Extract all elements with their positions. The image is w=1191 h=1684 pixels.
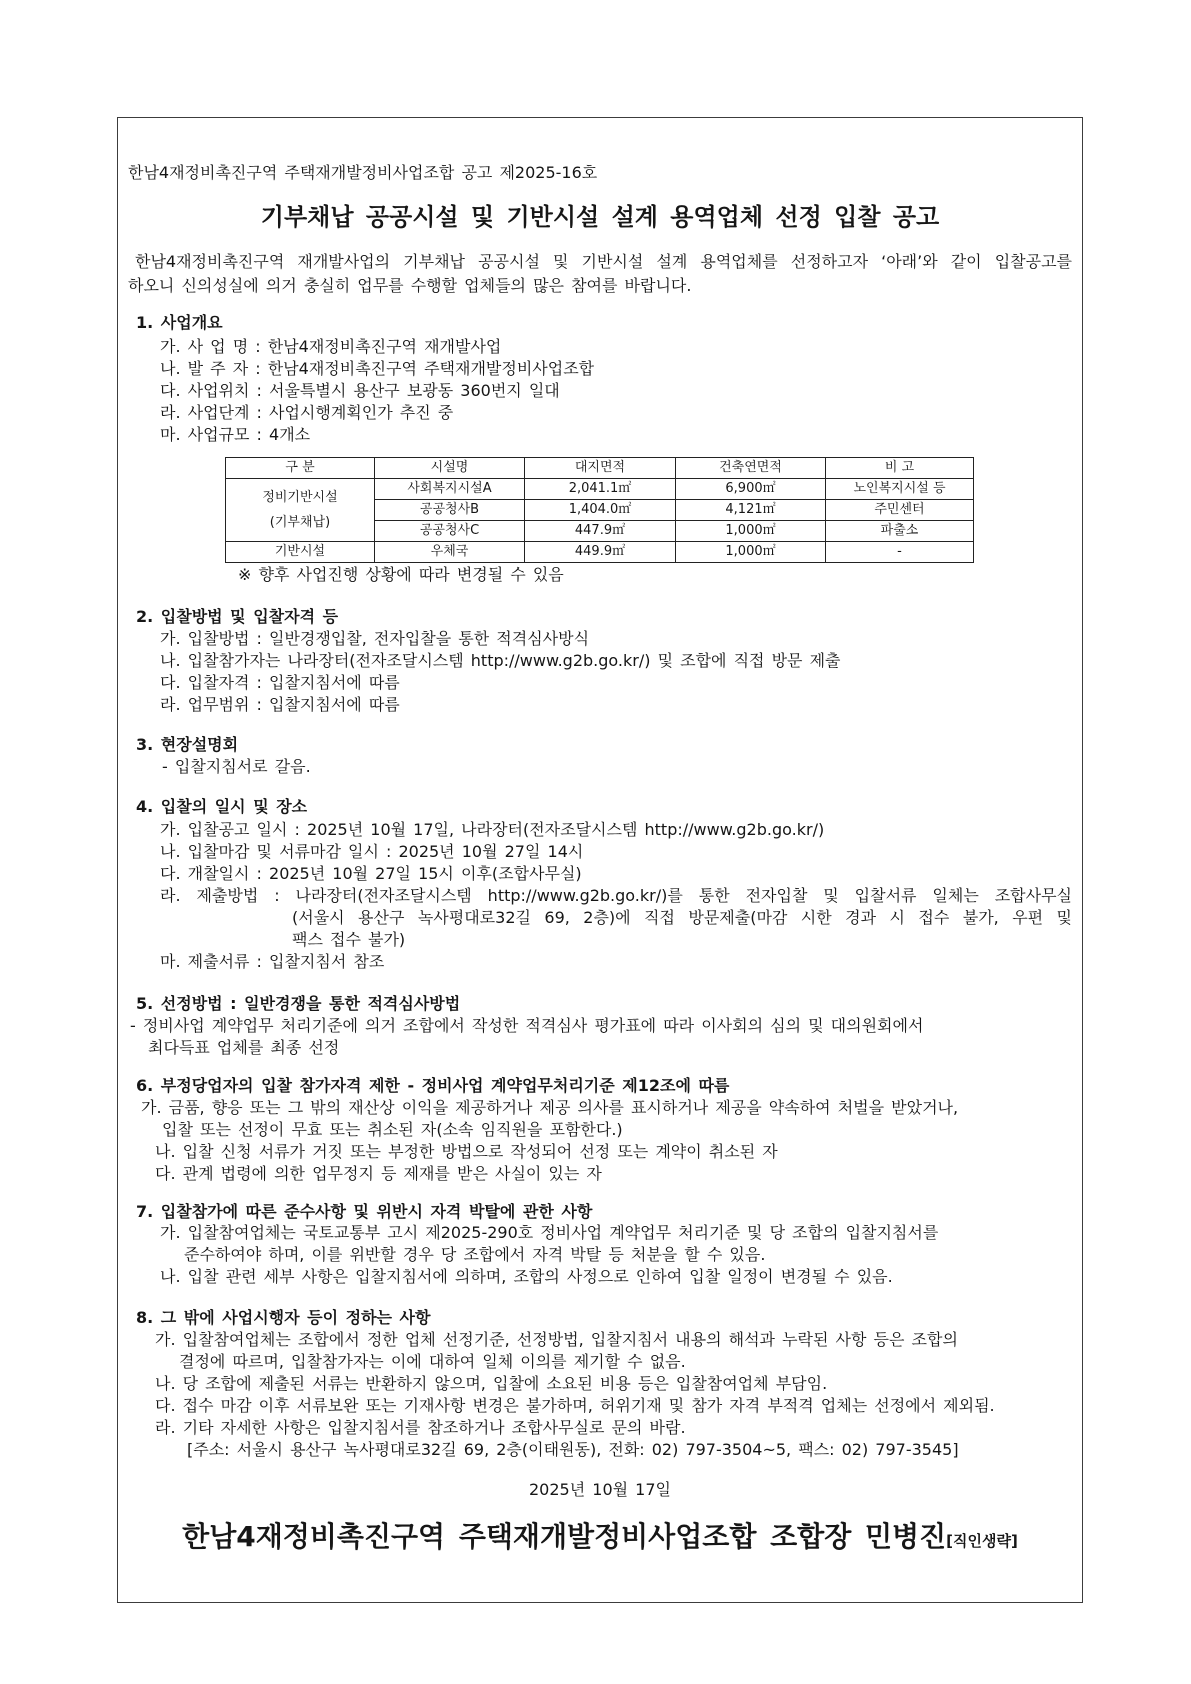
list-item: - 입찰지침서로 갈음. [162,757,311,776]
table-cell: 2,041.1㎡ [525,479,676,500]
table-cell: 6,900㎡ [676,479,826,500]
list-item: 라. 사업단계 : 사업시행계획인가 추진 중 [160,403,454,422]
table-header-cell: 건축연면적 [676,458,826,479]
seal-omitted-note: [직인생략] [946,1532,1018,1550]
list-item: 마. 사업규모 : 4개소 [160,425,311,444]
list-item: 가. 입찰참여업체는 조합에서 정한 업체 선정기준, 선정방법, 입찰지침서 내용의 해석과 누락된 사항 등은 조합의 [155,1330,958,1349]
list-item: 가. 사 업 명 : 한남4재정비촉진구역 재개발사업 [160,337,502,356]
table-cell: 우체국 [375,542,525,563]
issuer-name: 한남4재정비촉진구역 주택재개발정비사업조합 조합장 민병진 [182,1520,947,1553]
table-cell: 공공청사C [375,521,525,542]
list-item-continuation: 준수하여야 하며, 이를 위반할 경우 당 조합에서 자격 박탈 등 처분을 할 수 있음. [184,1245,766,1264]
table-row [226,479,974,500]
table-cell: 파출소 [826,521,974,542]
table-cell: 노인복지시설 등 [826,479,974,500]
list-item: 라. 업무범위 : 입찰지침서에 따름 [160,695,400,714]
list-item: - 정비사업 계약업무 처리기준에 의거 조합에서 작성한 적격심사 평가표에 따라 이사회의 심의 및 대의원회에서 [130,1016,924,1035]
list-item: 가. 입찰참여업체는 국토교통부 고시 제2025-290호 정비사업 계약업무 처리기준 및 당 조합의 입찰지침서를 [160,1223,939,1242]
notice-number: 한남4재정비촉진구역 주택재개발정비사업조합 공고 제2025-16호 [128,163,598,182]
list-item-continuation: 팩스 접수 불가) [292,930,406,949]
list-item: 마. 제출서류 : 입찰지침서 참조 [160,952,385,971]
table-header-cell: 시설명 [375,458,525,479]
list-item: 다. 입찰자격 : 입찰지침서에 따름 [160,673,400,692]
table-cell: 447.9㎡ [525,521,676,542]
list-item: 나. 입찰 신청 서류가 거짓 또는 부정한 방법으로 작성되어 선정 또는 계약이 취소된 자 [155,1142,778,1161]
table-cell: 1,000㎡ [676,521,826,542]
list-item: 라. 기타 자세한 사항은 입찰지침서를 참조하거나 조합사무실로 문의 바람. [155,1418,686,1437]
issuer-signature [117,1518,1083,1556]
list-item: 나. 입찰마감 및 서류마감 일시 : 2025년 10월 27일 14시 [160,842,584,861]
list-item: 다. 개찰일시 : 2025년 10월 27일 15시 이후(조합사무실) [160,864,582,883]
table-header-cell: 구 분 [226,458,375,479]
list-item: 라. 제출방법 : 나라장터(전자조달시스템 http://www.g2b.go.kr/)를 통한 전자입찰 및 입찰서류 일체는 조합사무실 [160,886,1072,905]
section-heading: 8. 그 밖에 사업시행자 등이 정하는 사항 [136,1308,431,1327]
list-item: 가. 입찰방법 : 일반경쟁입찰, 전자입찰을 통한 적격심사방식 [160,629,590,648]
intro-line: 하오니 신의성실에 의거 충실히 업무를 수행할 업체들의 많은 참여를 바랍니다. [128,276,692,295]
category-label: 정비기반시설 [262,490,338,505]
contact-address: [주소: 서울시 용산구 녹사평대로32길 69, 2층(이태원동), 전화: 02) 797-3504~5, 팩스: 02) 797-3545] [187,1440,959,1459]
notice-date: 2025년 10월 17일 [529,1480,671,1499]
category-cell [226,542,375,563]
table-cell: 1,000㎡ [676,542,826,563]
category-cell [226,479,375,542]
list-item: 나. 발 주 자 : 한남4재정비촉진구역 주택재개발정비사업조합 [160,359,595,378]
table-cell: 주민센터 [826,500,974,521]
list-item: 다. 접수 마감 이후 서류보완 또는 기재사항 변경은 불가하며, 허위기재 및 참가 자격 부적격 업체는 선정에서 제외됨. [155,1396,995,1415]
section-heading: 4. 입찰의 일시 및 장소 [136,797,308,816]
table-header-cell: 비 고 [826,458,974,479]
table-note: ※ 향후 사업진행 상황에 따라 변경될 수 있음 [238,565,564,584]
list-item-continuation: 결정에 따르며, 입찰참가자는 이에 대하여 일체 이의를 제기할 수 없음. [179,1352,686,1371]
section-heading: 3. 현장설명회 [136,735,239,754]
notice-title: 기부채납 공공시설 및 기반시설 설계 용역업체 선정 입찰 공고 [260,203,940,231]
list-item: 다. 관계 법령에 의한 업무정지 등 제재를 받은 사실이 있는 자 [155,1164,602,1183]
section-heading: 1. 사업개요 [136,313,223,332]
category-sublabel: (기부채납) [269,515,331,530]
list-item-continuation: (서울시 용산구 녹사평대로32길 69, 2층)에 직접 방문제출(마감 시한 경과 시 접수 불가, 우편 및 [292,908,1072,927]
list-item-continuation: 최다득표 업체를 최종 선정 [148,1038,340,1057]
table-cell: 449.9㎡ [525,542,676,563]
table-header-row [226,458,974,479]
table-row [226,542,974,563]
section-heading: 5. 선정방법 : 일반경쟁을 통한 적격심사방법 [136,994,461,1013]
section-heading: 7. 입찰참가에 따른 준수사항 및 위반시 자격 박탈에 관한 사항 [136,1202,593,1221]
list-item: 다. 사업위치 : 서울특별시 용산구 보광동 360번지 일대 [160,381,560,400]
table-cell: 공공청사B [375,500,525,521]
list-item: 가. 금품, 향응 또는 그 밖의 재산상 이익을 제공하거나 제공 의사를 표시하거나 제공을 약속하여 처벌을 받았거나, [141,1098,959,1117]
table-header-cell: 대지면적 [525,458,676,479]
table-cell: - [826,542,974,563]
list-item: 가. 입찰공고 일시 : 2025년 10월 17일, 나라장터(전자조달시스템 http://www.g2b.go.kr/) [160,820,825,839]
category-label: 기반시설 [274,544,326,559]
facility-table [225,457,974,563]
table-cell: 1,404.0㎡ [525,500,676,521]
table-cell: 사회복지시설A [375,479,525,500]
section-heading: 6. 부정당업자의 입찰 참가자격 제한 - 정비사업 계약업무처리기준 제12조에 따름 [136,1076,730,1095]
list-item: 나. 입찰참가자는 나라장터(전자조달시스템 http://www.g2b.go.kr/) 및 조합에 직접 방문 제출 [160,651,841,670]
list-item-continuation: 입찰 또는 선정이 무효 또는 취소된 자(소속 임직원을 포함한다.) [162,1120,623,1139]
list-item: 나. 당 조합에 제출된 서류는 반환하지 않으며, 입찰에 소요된 비용 등은 입찰참여업체 부담임. [155,1374,828,1393]
list-item: 나. 입찰 관련 세부 사항은 입찰지침서에 의하며, 조합의 사정으로 인하여 입찰 일정이 변경될 수 있음. [160,1267,893,1286]
intro-line: 한남4재정비촉진구역 재개발사업의 기부채납 공공시설 및 기반시설 설계 용역업체를 선정하고자 ‘아래’와 같이 입찰공고를 [135,252,1072,271]
section-heading: 2. 입찰방법 및 입찰자격 등 [136,607,339,626]
table-cell: 4,121㎡ [676,500,826,521]
